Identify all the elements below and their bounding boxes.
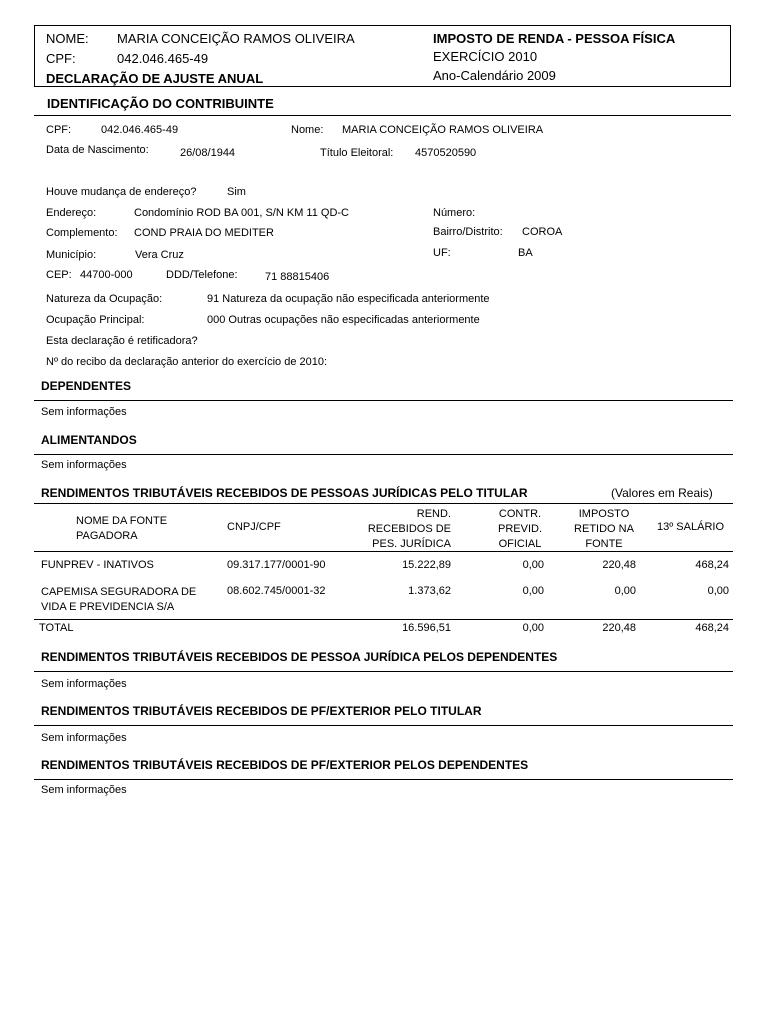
row2-fonte-2: VIDA E PREVIDENCIA S/A	[41, 601, 175, 613]
alimentandos-rule	[34, 454, 733, 455]
row2-cnpj: 08.602.745/0001-32	[227, 585, 326, 597]
table-row	[0, 559, 768, 577]
ddd-label: DDD/Telefone:	[166, 269, 238, 281]
col-cnpj-header: CNPJ/CPF	[227, 521, 281, 533]
col-rend-header-2: RECEBIDOS DE	[367, 523, 451, 535]
identificacao-title: IDENTIFICAÇÃO DO CONTRIBUINTE	[47, 96, 274, 111]
titulo-label: Título Eleitoral:	[320, 147, 394, 159]
alimentandos-info: Sem informações	[41, 459, 127, 471]
row2-fonte-1: CAPEMISA SEGURADORA DE	[41, 586, 197, 598]
titulo-value: 4570520590	[415, 147, 477, 159]
id-nome-value: MARIA CONCEIÇÃO RAMOS OLIVEIRA	[342, 124, 544, 136]
rend-titular-title: RENDIMENTOS TRIBUTÁVEIS RECEBIDOS DE PESSOAS JURÍDICAS PELO TITULAR	[41, 486, 528, 500]
col-contr-header-1: CONTR.	[498, 508, 542, 520]
complemento-label: Complemento:	[46, 227, 118, 239]
alimentandos-title: ALIMENTANDOS	[41, 433, 137, 447]
col-imposto-header	[566, 507, 642, 552]
table-row	[0, 585, 768, 617]
numero-label: Número:	[433, 207, 476, 219]
id-nome-label: Nome:	[291, 124, 324, 136]
row1-decimo: 468,24	[695, 559, 729, 571]
col-contr-header-2: PREVID.	[497, 523, 542, 535]
total-contr: 0,00	[522, 622, 544, 634]
row2-imposto: 0,00	[614, 585, 636, 597]
uf-label: UF:	[433, 247, 451, 259]
row2-fonte	[41, 585, 196, 615]
ano-calendario: Ano-Calendário 2009	[433, 68, 556, 83]
row2-contr: 0,00	[522, 585, 544, 597]
rend-pf-dependentes-info: Sem informações	[41, 784, 127, 796]
cep-value: 44700-000	[80, 269, 133, 281]
dependentes-info: Sem informações	[41, 406, 127, 418]
rend-titular-rule	[34, 503, 733, 504]
valores-note: (Valores em Reais)	[611, 486, 713, 500]
col-imposto-header-1: IMPOSTO	[578, 508, 630, 520]
ddd-value: 71 88815406	[265, 271, 330, 283]
header-cpf-value: 042.046.465-49	[117, 51, 209, 66]
col-rend-header	[340, 507, 451, 552]
rend-dependentes-rule	[34, 671, 733, 672]
nascimento-label: Data de Nascimento:	[46, 144, 149, 156]
row1-rend: 15.222,89	[402, 559, 451, 571]
rend-pf-dependentes-rule	[34, 779, 733, 780]
natureza-value: 91 Natureza da ocupação não especificada anteriormente	[207, 293, 490, 305]
bairro-value: COROA	[522, 226, 563, 238]
table-header-rule	[34, 551, 733, 552]
col-imposto-header-2: RETIDO NA	[574, 523, 634, 535]
rend-pf-titular-rule	[34, 725, 733, 726]
col-decimo-header: 13º SALÁRIO	[657, 521, 724, 533]
id-cpf-value: 042.046.465-49	[101, 124, 179, 136]
id-cpf-label: CPF:	[46, 124, 72, 136]
row1-fonte: FUNPREV - INATIVOS	[41, 559, 154, 571]
total-label: TOTAL	[39, 622, 74, 634]
rend-pf-dependentes-title: RENDIMENTOS TRIBUTÁVEIS RECEBIDOS DE PF/EXTERIOR PELOS DEPENDENTES	[41, 758, 529, 772]
municipio-label: Município:	[46, 249, 97, 261]
municipio-value: Vera Cruz	[135, 249, 184, 261]
total-rend: 16.596,51	[402, 622, 451, 634]
col-rend-header-3: PES. JURÍDICA	[372, 538, 451, 550]
total-rule	[34, 619, 733, 620]
uf-value: BA	[518, 247, 533, 259]
row2-decimo: 0,00	[707, 585, 729, 597]
total-row	[0, 622, 768, 640]
col-imposto-header-3: FONTE	[585, 538, 623, 550]
rend-dependentes-info: Sem informações	[41, 678, 127, 690]
ocupacao-value: 000 Outras ocupações não especificadas anteriormente	[207, 314, 480, 326]
row1-cnpj: 09.317.177/0001-90	[227, 559, 326, 571]
header-cpf-label: CPF:	[46, 51, 76, 66]
bairro-label: Bairro/Distrito:	[433, 226, 503, 238]
endereco-label: Endereço:	[46, 207, 97, 219]
tax-title: IMPOSTO DE RENDA - PESSOA FÍSICA	[433, 31, 676, 46]
rend-pf-titular-info: Sem informações	[41, 732, 127, 744]
endereco-value: Condomínio ROD BA 001, S/N KM 11 QD-C	[134, 207, 349, 219]
row1-imposto: 220,48	[602, 559, 636, 571]
ocupacao-label: Ocupação Principal:	[46, 314, 145, 326]
col-contr-header-3: OFICIAL	[498, 538, 542, 550]
complemento-value: COND PRAIA DO MEDITER	[134, 227, 274, 239]
identificacao-rule	[34, 115, 731, 116]
natureza-label: Natureza da Ocupação:	[46, 293, 163, 305]
dependentes-rule	[34, 400, 733, 401]
recibo: Nº do recibo da declaração anterior do exercício de 2010:	[46, 356, 328, 368]
rend-dependentes-title: RENDIMENTOS TRIBUTÁVEIS RECEBIDOS DE PESSOA JURÍDICA PELOS DEPENDENTES	[41, 650, 558, 664]
col-fonte-header-1: NOME DA FONTE	[76, 515, 168, 527]
mudanca-value: Sim	[227, 186, 246, 198]
mudanca-label: Houve mudança de endereço?	[46, 186, 197, 198]
dependentes-title: DEPENDENTES	[41, 379, 132, 393]
exercicio: EXERCÍCIO 2010	[433, 49, 538, 64]
col-fonte-header-2: PAGADORA	[76, 530, 138, 542]
col-rend-header-1: REND.	[416, 508, 451, 520]
total-imposto: 220,48	[602, 622, 636, 634]
col-fonte-header	[60, 514, 206, 544]
rend-pf-titular-title: RENDIMENTOS TRIBUTÁVEIS RECEBIDOS DE PF/EXTERIOR PELO TITULAR	[41, 704, 482, 718]
declaration-title: DECLARAÇÃO DE AJUSTE ANUAL	[46, 71, 264, 86]
retificadora: Esta declaração é retificadora?	[46, 335, 198, 347]
total-decimo: 468,24	[695, 622, 729, 634]
cep-label: CEP:	[46, 269, 72, 281]
row1-contr: 0,00	[522, 559, 544, 571]
row2-rend: 1.373,62	[408, 585, 451, 597]
header-nome-value: MARIA CONCEIÇÃO RAMOS OLIVEIRA	[117, 31, 355, 46]
nascimento-value: 26/08/1944	[180, 147, 236, 159]
col-contr-header	[482, 507, 558, 552]
header-nome-label: NOME:	[46, 31, 89, 46]
